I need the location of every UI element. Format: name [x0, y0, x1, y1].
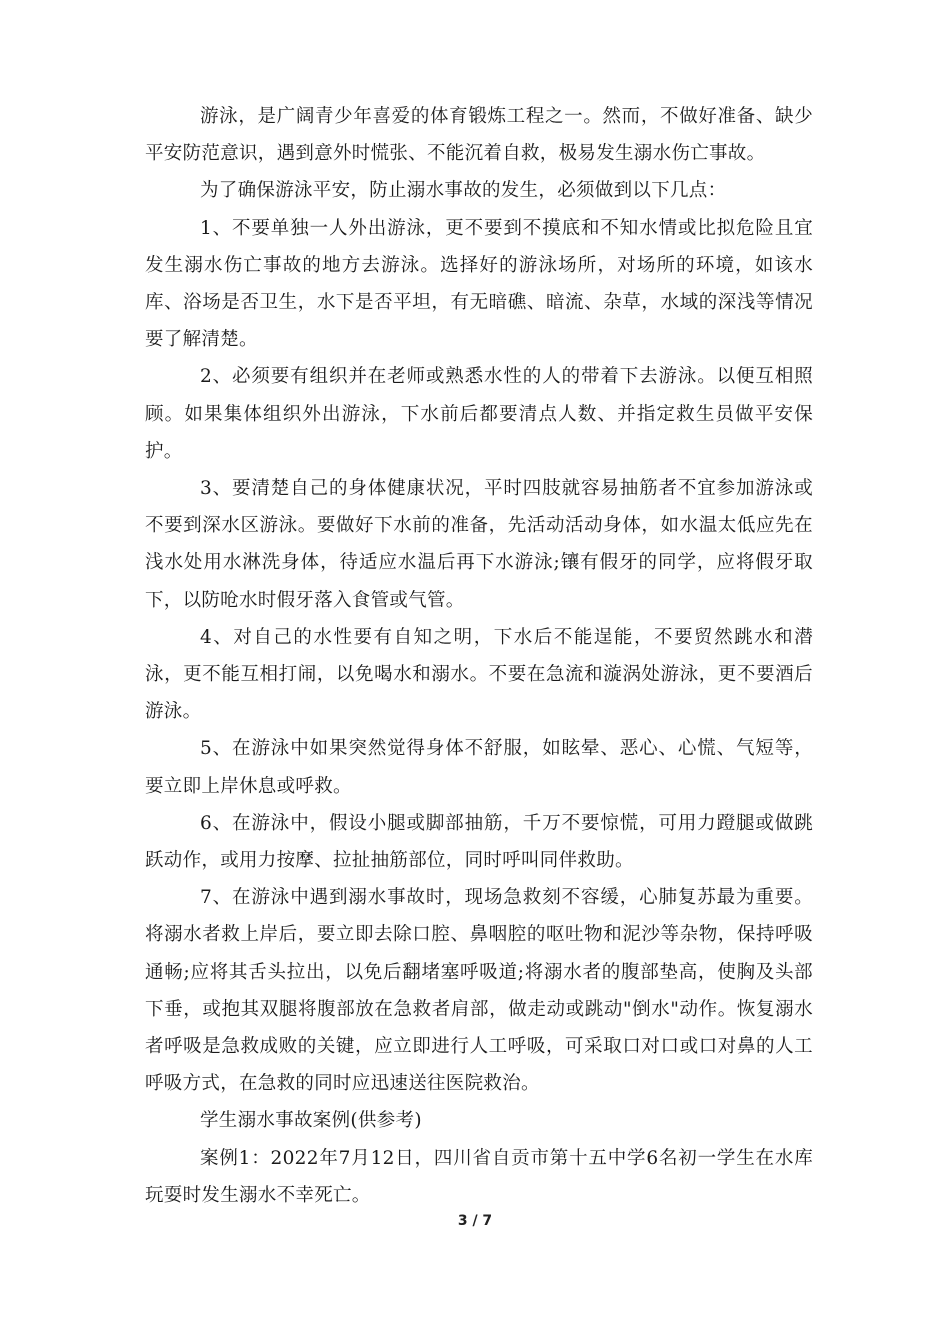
section-heading-cases: 学生溺水事故案例(供参考) — [200, 1110, 422, 1132]
page-number: 3 / 7 — [457, 1213, 493, 1229]
paragraph-point-2: 2、必须要有组织并在老师或熟悉水性的人的带着下去游泳。以便互相照顾。如果集体组织外出游泳，下水前后都要清点人数、并指定救生员做平安保护。 — [145, 366, 813, 462]
paragraph-requirements-lead: 为了确保游泳平安，防止溺水事故的发生，必须做到以下几点： — [200, 180, 727, 202]
paragraph-case-1: 案例1：2022年7月12日，四川省自贡市第十五中学6名初一学生在水库玩耍时发生溺水不幸死亡。 — [145, 1147, 813, 1206]
paragraph-point-3: 3、要清楚自己的身体健康状况，平时四肢就容易抽筋者不宜参加游泳或不要到深水区游泳。要做好下水前的准备，先活动活动身体，如水温太低应先在浅水处用水淋洗身体，待适应水温后再下水游泳;镶有假牙的同学，应将假牙取下，以防呛水时假牙落入食管或气管。 — [145, 478, 813, 611]
paragraph-point-6: 6、在游泳中，假设小腿或脚部抽筋，千万不要惊慌，可用力蹬腿或做跳跃动作，或用力按摩、拉扯抽筋部位，同时呼叫同伴救助。 — [145, 812, 813, 872]
paragraph-intro: 游泳，是广阔青少年喜爱的体育锻炼工程之一。然而，不做好准备、缺少平安防范意识，遇到意外时慌张、不能沉着自救，极易发生溺水伤亡事故。 — [145, 106, 813, 165]
paragraph-point-5: 5、在游泳中如果突然觉得身体不舒服，如眩晕、恶心、心慌、气短等，要立即上岸休息或呼救。 — [145, 738, 813, 797]
paragraph-point-7: 7、在游泳中遇到溺水事故时，现场急救刻不容缓，心肺复苏最为重要。将溺水者救上岸后，要立即去除口腔、鼻咽腔的呕吐物和泥沙等杂物，保持呼吸通畅;应将其舌头拉出，以免后翻堵塞呼吸道;将溺水者的腹部垫高，使胸及头部下垂，或抱其双腿将腹部放在急救者肩部，做走动或跳动"倒水"动作。恢复溺水者呼吸是急救成败的关键，应立即进行人工呼吸，可采取口对口或口对鼻的人工呼吸方式，在急救的同时应迅速送往医院救治。 — [145, 887, 813, 1095]
paragraph-point-1: 1、不要单独一人外出游泳，更不要到不摸底和不知水情或比拟危险且宜发生溺水伤亡事故的地方去游泳。选择好的游泳场所，对场所的环境，如该水库、浴场是否卫生，水下是否平坦，有无暗礁、暗流、杂草，水域的深浅等情况要了解清楚。 — [145, 217, 813, 351]
paragraph-point-4: 4、对自己的水性要有自知之明，下水后不能逞能，不要贸然跳水和潜泳，更不能互相打闹，以免喝水和溺水。不要在急流和漩涡处游泳，更不要酒后游泳。 — [145, 626, 813, 723]
document-body — [145, 98, 813, 1214]
